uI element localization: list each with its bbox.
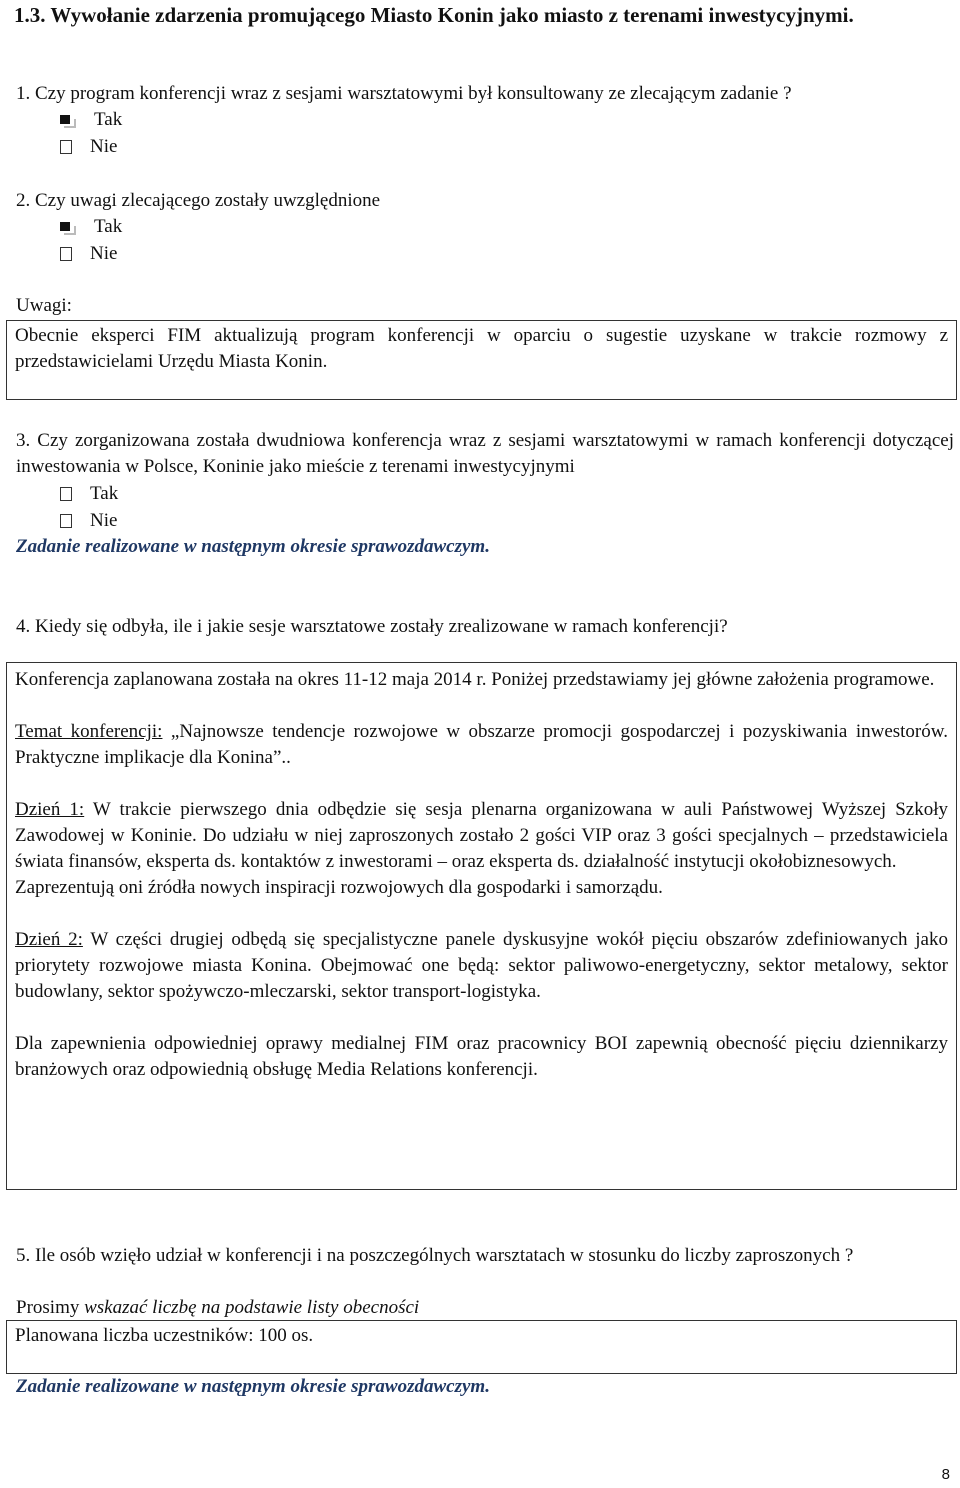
question-2: 2. Czy uwagi zlecającego zostały uwzględnione — [16, 190, 381, 211]
question-5: 5. Ile osób wzięło udział w konferencji i na poszczególnych warsztatach w stosunku do liczby zaproszonych ? — [16, 1245, 854, 1266]
option-label: Nie — [90, 243, 118, 264]
topic-label: Temat konferencji: — [15, 721, 163, 742]
q5-answer: Planowana liczba uczestników: 100 os. — [15, 1325, 314, 1346]
q4-intro: Konferencja zaplanowana została na okres 11-12 maja 2014 r. Poniżej przedstawiamy jej główne założenia programowe. — [15, 669, 935, 690]
checked-checkbox-icon[interactable] — [60, 219, 76, 235]
answer-box-q5 — [6, 1320, 957, 1374]
q4-topic — [15, 719, 948, 771]
checked-checkbox-icon[interactable] — [60, 112, 76, 128]
q1-option-no[interactable] — [16, 133, 117, 160]
q2-option-yes[interactable] — [16, 213, 122, 240]
q4-day2 — [15, 927, 948, 1005]
empty-checkbox-icon[interactable] — [60, 247, 72, 261]
section-heading: 1.3. Wywołanie zdarzenia promującego Miasto Konin jako miasto z terenami inwestycyjnymi. — [14, 3, 854, 27]
question-1: 1. Czy program konferencji wraz z sesjami warsztatowymi był konsultowany ze zlecającym zadanie ? — [16, 83, 792, 104]
question-4: 4. Kiedy się odbyła, ile i jakie sesje warsztatowe zostały zrealizowane w ramach konferencji? — [16, 616, 728, 637]
q4-media: Dla zapewnienia odpowiedniej oprawy medialnej FIM oraz pracownicy BOI zapewnią obecność pięciu dziennikarzy branżowych oraz odpowiednią obsługę Media Relations konferencji. — [15, 1033, 948, 1080]
day2-label: Dzień 2: — [15, 929, 83, 950]
remarks-label: Uwagi: — [16, 295, 72, 316]
day2-text: W części drugiej odbędą się specjalistyczne panele dyskusyjne wokół pięciu obszarów zdefiniowanych jako priorytety rozwojowe miasta Konina. Obejmować one będą: sektor paliwowo-energetyczny, sektor metalowy, sektor budowlany, sektor spożywczo-mleczarski, sektor transport-logistyka. — [15, 929, 948, 1002]
instruction-italic: wskazać liczbę na podstawie listy obecności — [84, 1297, 420, 1318]
q4-day1-cont: Zaprezentują oni źródła nowych inspiracji rozwojowych dla gospodarki i samorządu. — [15, 877, 663, 898]
day1-label: Dzień 1: — [15, 799, 85, 820]
question-3: 3. Czy zorganizowana została dwudniowa konferencja wraz z sesjami warsztatowymi w ramach konferencji dotyczącej inwestowania w Polsce, Koninie jako mieście z terenami inwestycyjnymi — [16, 430, 954, 477]
q1-option-yes[interactable] — [16, 106, 122, 133]
empty-checkbox-icon[interactable] — [60, 140, 72, 154]
option-label: Nie — [90, 136, 118, 157]
q3-option-yes[interactable] — [16, 480, 118, 507]
topic-text: „Najnowsze tendencje rozwojowe w obszarze promocji gospodarczej i pozyskiwania inwestorów. Praktyczne implikacje dla Konina”.. — [15, 721, 948, 768]
remarks-box — [6, 320, 957, 400]
page-number: 8 — [941, 1466, 950, 1483]
option-label: Tak — [94, 216, 123, 237]
q5-status-note: Zadanie realizowane w następnym okresie sprawozdawczym. — [16, 1376, 490, 1397]
remarks-text: Obecnie eksperci FIM aktualizują program konferencji w oparciu o sugestie uzyskane w trakcie rozmowy z przedstawicielami Urzędu Miasta Konin. — [15, 325, 948, 372]
answer-box-q4 — [6, 662, 957, 1190]
q3-option-no[interactable] — [16, 507, 117, 534]
option-label: Tak — [94, 109, 123, 130]
option-label: Tak — [90, 483, 119, 504]
option-label: Nie — [90, 510, 118, 531]
q2-option-no[interactable] — [16, 240, 117, 267]
instruction-prefix: Prosimy — [16, 1297, 85, 1318]
q3-status-note: Zadanie realizowane w następnym okresie sprawozdawczym. — [16, 536, 490, 557]
empty-checkbox-icon[interactable] — [60, 514, 72, 528]
empty-checkbox-icon[interactable] — [60, 487, 72, 501]
q5-instruction — [16, 1295, 419, 1321]
day1-text: W trakcie pierwszego dnia odbędzie się sesja plenarna organizowana w auli Państwowej Wyższej Szkoły Zawodowej w Koninie. Do udziału w niej zaproszonych zostało 2 gości VIP oraz 3 gości specjalnych – przedstawiciela świata finansów, eksperta ds. kontaktów z inwestorami – oraz eksperta ds. działalność instytucji okołobiznesowych. — [15, 799, 948, 872]
q4-day1 — [15, 797, 948, 875]
